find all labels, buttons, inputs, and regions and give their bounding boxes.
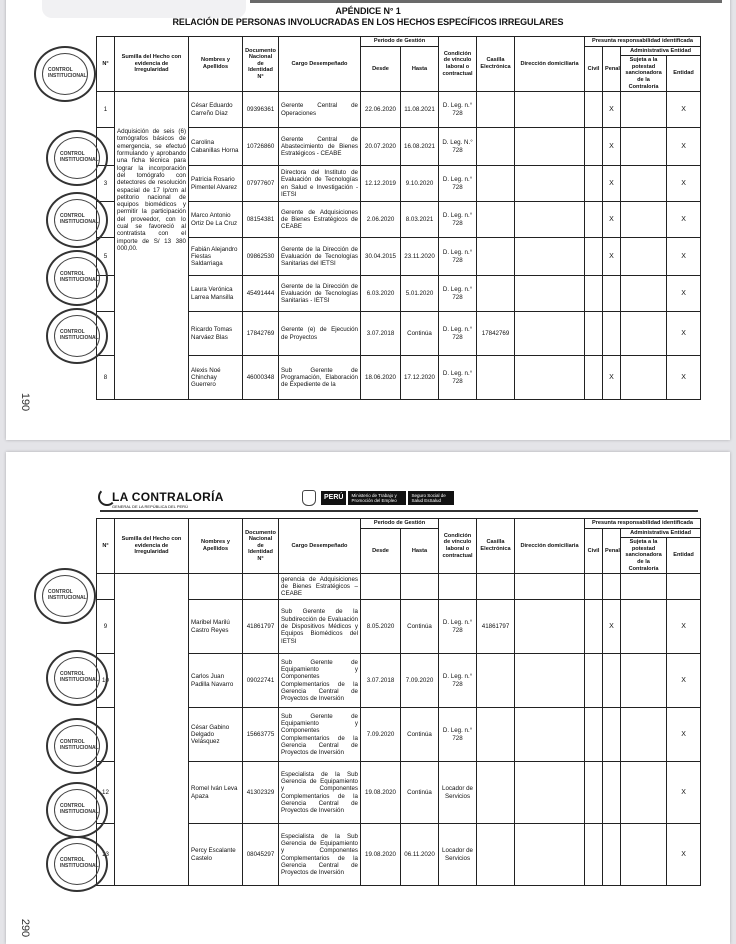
official-stamp: CONTROL INSTITUCIONAL [46,250,108,306]
official-stamp: CONTROL INSTITUCIONAL [46,718,108,774]
cell-civil [585,708,603,762]
header-rule [100,510,698,512]
cell-desde: 8.05.2020 [361,600,401,654]
cell-hasta: 17.12.2020 [401,356,439,400]
col-header-periodo: Periodo de Gestión [361,519,439,529]
cell-civil [585,356,603,400]
cell-penal: X [603,92,621,128]
cell-penal: X [603,128,621,166]
cell-cargo: Directora del Instituto de Evaluación de Tecnologías en Salud e Investigación - IETSI [279,166,361,202]
cell-condicion [439,574,477,600]
cell-desde: 20.07.2020 [361,128,401,166]
cell-casilla [477,166,515,202]
persons-table-page-1 [96,36,701,400]
cell-desde: 2.06.2020 [361,202,401,238]
cell-hasta: 8.03.2021 [401,202,439,238]
col-header-civil: Civil [585,46,603,92]
col-header-condicion: Condición de vínculo laboral o contractual [439,37,477,92]
header-row [97,37,701,47]
cell-penal [603,708,621,762]
cell-hasta: Continúa [401,762,439,824]
cell-condicion: D. Leg. n.° 728 [439,654,477,708]
cell-hasta: 7.09.2020 [401,654,439,708]
cell-entidad: X [667,824,701,886]
cell-dni: 09862530 [243,238,279,276]
cell-condicion: Locador de Servicios [439,762,477,824]
cell-penal: X [603,166,621,202]
cell-cargo: Gerente de Adquisiciones de Bienes Estratégicos de CEABE [279,202,361,238]
cell-penal: X [603,356,621,400]
cell-nombre: Marco Antonio Ortiz De La Cruz [189,202,243,238]
cell-condicion: D. Leg. n.° 728 [439,312,477,356]
cell-civil [585,574,603,600]
cell-nombre: César Gabino Delgado Velásquez [189,708,243,762]
col-header-condicion: Condición de vínculo laboral o contractual [439,519,477,574]
cell-sujeta [621,238,667,276]
cell-desde: 19.08.2020 [361,762,401,824]
cell-penal [603,824,621,886]
col-header-dni: Documento Nacional de Identidad N° [243,37,279,92]
cell-entidad: X [667,654,701,708]
cell-direccion [515,600,585,654]
cell-dni: 15663775 [243,708,279,762]
cell-desde [361,574,401,600]
cell-desde: 3.07.2018 [361,312,401,356]
cell-num: 8 [97,356,115,400]
cell-direccion [515,128,585,166]
col-header-nombres: Nombres y Apellidos [189,37,243,92]
cell-dni: 41861797 [243,600,279,654]
col-header-hasta: Hasta [401,46,439,92]
cell-entidad: X [667,166,701,202]
cell-direccion [515,238,585,276]
cell-cargo: Gerente de la Dirección de Evaluación de Tecnologías Sanitarias del IETSI [279,238,361,276]
cell-condicion: D. Leg. n.° 728 [439,600,477,654]
col-header-periodo: Periodo de Gestión [361,37,439,47]
cell-penal [603,762,621,824]
cell-entidad: X [667,92,701,128]
col-header-sumilla: Sumilla del Hecho con evidencia de Irregularidad [115,37,189,92]
col-header-sujeta: Sujeta a la potestad sancionadora de la Contraloría [621,538,667,574]
cell-direccion [515,356,585,400]
col-header-nombres: Nombres y Apellidos [189,519,243,574]
cell-entidad: X [667,312,701,356]
cell-penal: X [603,238,621,276]
cell-penal: X [603,600,621,654]
cell-nombre: Ricardo Tomas Narváez Blas [189,312,243,356]
cell-civil [585,762,603,824]
cell-nombre: Fabián Alejandro Fiestas Saldarriaga [189,238,243,276]
cell-dni: 41302329 [243,762,279,824]
col-header-desde: Desde [361,46,401,92]
cell-nombre: Patricia Rosario Pimentel Alvarez [189,166,243,202]
col-header-num: N° [97,519,115,574]
cell-entidad: X [667,238,701,276]
official-stamp: CONTROL INSTITUCIONAL [46,308,108,364]
cell-hasta: Continúa [401,708,439,762]
cell-cargo: Gerente (e) de Ejecución de Proyectos [279,312,361,356]
cell-entidad [667,574,701,600]
official-stamp: CONTROL INSTITUCIONAL [46,130,108,186]
cell-nombre: Percy Escalante Castelo [189,824,243,886]
cell-cargo: Especialista de la Sub Gerencia de Equipamiento y Componentes Complementarios de la Gerencia Central de Proyectos de Inversión [279,762,361,824]
cell-sujeta [621,574,667,600]
cell-sujeta [621,312,667,356]
header-row [97,519,701,529]
col-header-hasta: Hasta [401,528,439,574]
col-header-penal: Penal [603,528,621,574]
cell-direccion [515,276,585,312]
cell-cargo: Especialista de la Sub Gerencia de Equipamiento y Componentes Complementarios de la Gerencia Central de Proyectos de Inversión [279,824,361,886]
cell-hasta: 5.01.2020 [401,276,439,312]
cell-nombre: Alexis Noé Chinchay Guerrero [189,356,243,400]
cell-sujeta [621,762,667,824]
cell-hasta: Continúa [401,600,439,654]
cell-condicion: D. Leg. n.° 728 [439,238,477,276]
cell-desde: 19.08.2020 [361,824,401,886]
col-header-presunta: Presunta responsabilidad identificada [585,37,701,47]
cell-cargo: Gerente Central de Operaciones [279,92,361,128]
cell-cargo: Sub Gerente de Equipamiento y Componentes Complementarios de la Gerencia Central de Proyectos de Inversión [279,708,361,762]
coat-of-arms-icon [302,490,316,506]
cell-direccion [515,312,585,356]
cell-hasta: 06.11.2020 [401,824,439,886]
cell-nombre: Laura Verónica Larrea Mansilla [189,276,243,312]
cell-condicion: D. Leg. n.° 728 [439,276,477,312]
cell-dni: 09396361 [243,92,279,128]
cell-num: 9 [97,600,115,654]
cell-sujeta [621,600,667,654]
col-header-direccion: Dirección domiciliaria [515,519,585,574]
cell-civil [585,276,603,312]
cell-casilla [477,92,515,128]
cell-condicion: D. Leg. n.° 728 [439,92,477,128]
cell-sujeta [621,708,667,762]
side-page-number: 290 [19,918,32,938]
cell-civil [585,824,603,886]
cell-casilla [477,128,515,166]
col-header-entidad: Entidad [667,538,701,574]
cell-casilla [477,762,515,824]
cell-nombre: César Eduardo Carreño Díaz [189,92,243,128]
cell-dni: 45491444 [243,276,279,312]
cell-casilla [477,654,515,708]
cell-casilla [477,356,515,400]
col-header-presunta: Presunta responsabilidad identificada [585,519,701,529]
cell-num: 5 [97,238,115,276]
cell-direccion [515,92,585,128]
cell-sujeta [621,166,667,202]
document-page-1 [6,0,730,440]
cell-civil [585,128,603,166]
cell-casilla [477,238,515,276]
document-title [6,6,730,27]
document-page-2 [6,452,730,944]
col-header-cargo: Cargo Desempeñado [279,37,361,92]
cell-cargo: Gerente de la Dirección de Evaluación de Tecnologías Sanitarias - IETSI [279,276,361,312]
official-stamp: CONTROL INSTITUCIONAL [46,650,108,706]
col-header-penal: Penal [603,46,621,92]
cell-num: 12 [97,762,115,824]
cell-desde: 12.12.2019 [361,166,401,202]
col-header-casilla: Casilla Electrónica [477,519,515,574]
cell-sumilla: Adquisición de seis (6) tomógrafos básicos de emergencia, se efectuó formulando y aprobando una ficha técnica para lograr la incorporación del tomógrafo con detectores de resolución espacial de 17 lp/cm al petitorio nacional de equipos biomédicos y permitir la participación del proveedor, con lo cual se favoreció al contratista con el importe de S/ 13 380 000,00. [115,92,189,400]
cell-entidad: X [667,708,701,762]
cell-desde: 6.03.2020 [361,276,401,312]
cell-desde: 22.06.2020 [361,92,401,128]
cell-cargo: gerencia de Adquisiciones de Bienes Estratégicos – CEABE [279,574,361,600]
cell-sumilla [115,574,189,886]
cell-num: 10 [97,654,115,708]
cell-casilla [477,276,515,312]
cell-penal [603,654,621,708]
peru-label: PERÚ [321,491,346,505]
cell-hasta: 23.11.2020 [401,238,439,276]
cell-sujeta [621,202,667,238]
official-stamp: CONTROL INSTITUCIONAL [34,568,96,624]
cell-hasta: 11.08.2021 [401,92,439,128]
cell-casilla [477,202,515,238]
table-row [97,92,701,128]
col-header-sujeta: Sujeta a la potestad sancionadora de la Contraloría [621,56,667,92]
cell-civil [585,654,603,708]
cell-desde: 18.06.2020 [361,356,401,400]
cell-sujeta [621,128,667,166]
cell-nombre: Carlos Juan Padilla Navarro [189,654,243,708]
cell-dni: 07977607 [243,166,279,202]
cell-direccion [515,824,585,886]
cell-casilla [477,574,515,600]
cell-casilla: 41861797 [477,600,515,654]
cell-direccion [515,708,585,762]
cell-dni: 08154381 [243,202,279,238]
cell-num: 3 [97,166,115,202]
col-header-sumilla: Sumilla del Hecho con evidencia de Irregularidad [115,519,189,574]
col-header-administrativa: Administrativa Entidad [621,46,701,56]
cell-penal: X [603,202,621,238]
cell-cargo: Sub Gerente de Equipamiento y Componentes Complementarios de la Gerencia Central de Proyectos de Inversión [279,654,361,708]
col-header-entidad: Entidad [667,56,701,92]
cell-condicion: D. Leg. n.° 728 [439,356,477,400]
cell-direccion [515,166,585,202]
cell-hasta: 16.08.2021 [401,128,439,166]
official-stamp: CONTROL INSTITUCIONAL [34,46,96,102]
contraloria-logo: LA CONTRALORÍA GENERAL DE LA REPÚBLICA DEL PERÚ [100,490,224,509]
cell-penal [603,312,621,356]
cell-dni: 08045297 [243,824,279,886]
cell-dni: 09022741 [243,654,279,708]
cell-dni: 17842769 [243,312,279,356]
cell-sujeta [621,356,667,400]
cell-hasta: Continúa [401,312,439,356]
cell-entidad: X [667,128,701,166]
cell-nombre [189,574,243,600]
side-page-number: 190 [19,392,32,412]
col-header-num: N° [97,37,115,92]
cell-sujeta [621,92,667,128]
cell-casilla [477,824,515,886]
cell-condicion: D. Leg. n.° 728 [439,202,477,238]
official-stamp: CONTROL INSTITUCIONAL [46,836,108,892]
cell-entidad: X [667,600,701,654]
cell-hasta [401,574,439,600]
cell-entidad: X [667,276,701,312]
cell-dni: 10726860 [243,128,279,166]
cell-penal [603,276,621,312]
persons-table-page-2 [96,518,701,886]
official-stamp: CONTROL INSTITUCIONAL [46,192,108,248]
col-header-direccion: Dirección domiciliaria [515,37,585,92]
cell-sujeta [621,654,667,708]
col-header-civil: Civil [585,528,603,574]
cell-dni [243,574,279,600]
table-row [97,574,701,600]
contraloria-arc-icon [98,488,116,506]
cell-condicion: Locador de Servicios [439,824,477,886]
appendix-subtitle: RELACIÓN DE PERSONAS INVOLUCRADAS EN LOS HECHOS ESPECÍFICOS IRREGULARES [172,17,564,27]
col-header-casilla: Casilla Electrónica [477,37,515,92]
cell-desde: 30.04.2015 [361,238,401,276]
cell-civil [585,92,603,128]
cell-civil [585,312,603,356]
cell-condicion: D. Leg. n.° 728 [439,708,477,762]
cell-direccion [515,202,585,238]
cell-num: 1 [97,92,115,128]
page-top-edge [250,0,722,3]
cell-civil [585,202,603,238]
essalud-label: Seguro Social de Salud EsSalud [408,491,454,505]
cell-direccion [515,762,585,824]
cell-civil [585,600,603,654]
ministry-label: Ministerio de Trabajo y Promoción del Empleo [348,491,406,505]
cell-cargo: Gerente Central de Abastecimiento de Bienes Estratégicos - CEABE [279,128,361,166]
cell-nombre: Maribel Marilú Castro Reyes [189,600,243,654]
cell-casilla [477,708,515,762]
cell-entidad: X [667,202,701,238]
cell-hasta: 9.10.2020 [401,166,439,202]
cell-desde: 7.09.2020 [361,708,401,762]
cell-civil [585,166,603,202]
cell-cargo: Sub Gerente de la Subdirección de Evaluación de Dispositivos Médicos y Equipos Biomédicos del IETSI [279,600,361,654]
cell-sujeta [621,824,667,886]
cell-entidad: X [667,762,701,824]
cell-entidad: X [667,356,701,400]
col-header-desde: Desde [361,528,401,574]
col-header-dni: Documento Nacional de Identidad N° [243,519,279,574]
cell-condicion: D. Leg. n.° 728 [439,166,477,202]
cell-num [97,574,115,600]
official-stamp: CONTROL INSTITUCIONAL [46,782,108,838]
cell-direccion [515,574,585,600]
col-header-administrativa: Administrativa Entidad [621,528,701,538]
cell-casilla: 17842769 [477,312,515,356]
cell-nombre: Carolina Cabanillas Horna [189,128,243,166]
cell-civil [585,238,603,276]
cell-sujeta [621,276,667,312]
cell-direccion [515,654,585,708]
cell-condicion: D. Leg. N.° 728 [439,128,477,166]
cell-num: 13 [97,824,115,886]
cell-cargo: Sub Gerente de Programación, Elaboración de Expediente de la [279,356,361,400]
cell-dni: 46000348 [243,356,279,400]
appendix-title: APÉNDICE N° 1 [335,6,401,16]
col-header-cargo: Cargo Desempeñado [279,519,361,574]
cell-desde: 3.07.2018 [361,654,401,708]
cell-nombre: Romel Iván Leva Apaza [189,762,243,824]
government-logos [302,490,454,506]
cell-penal [603,574,621,600]
